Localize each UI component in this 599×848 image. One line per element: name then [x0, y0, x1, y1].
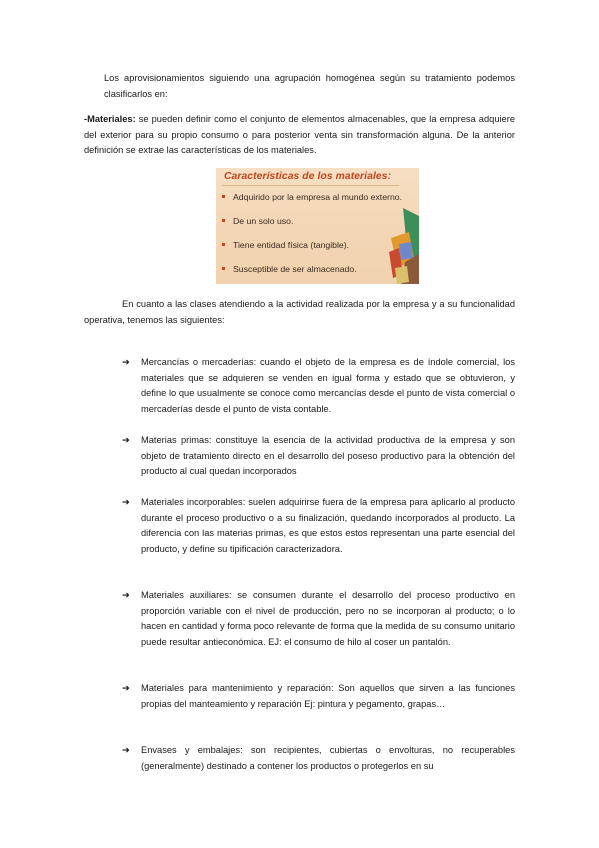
materiales-heading: -Materiales:: [84, 114, 136, 124]
square-bullet-icon: [222, 267, 225, 270]
arrow-right-icon: ➔: [122, 497, 130, 507]
arrow-right-icon: ➔: [122, 357, 130, 367]
figure-divider: [222, 185, 399, 186]
figure-item-text: De un solo uso.: [233, 216, 294, 226]
arrow-right-icon: ➔: [122, 683, 130, 693]
arrow-right-icon: ➔: [122, 435, 130, 445]
square-bullet-icon: [222, 219, 225, 222]
list-item-text: Envases y embalajes: son recipientes, cubiertas o envolturas, no recuperables (generalmente) destinado a contener los productos o protegerlos en su: [141, 745, 515, 771]
figure-item-text: Adquirido por la empresa al mundo externo.: [233, 192, 403, 202]
clases-paragraph: En cuanto a las clases atendiendo a la actividad realizada por la empresa y a su funcionalidad operativa, tenemos las siguientes:: [84, 299, 515, 325]
figure-item-text: Tiene entidad física (tangible).: [233, 240, 350, 250]
arrow-right-icon: ➔: [122, 745, 130, 755]
list-item-text: Materiales incorporables: suelen adquirirse fuera de la empresa para aplicarlo al producto durante el proceso productivo o a su finalización, quedando incorporados al producto. La diferencia con las materias primas, es que estos estos representan una parte esencial del producto, y define su tipificación caracterizadora.: [141, 497, 515, 554]
materiales-text: se pueden definir como el conjunto de elementos almacenables, que la empresa adquiere del exterior para su propio consumo o para posterior venta sin transformación alguna. De la anterior definición se extrae las características de los materiales.: [84, 114, 515, 155]
intro-paragraph: Los aprovisionamientos siguiendo una agrupación homogénea según su tratamiento podemos clasificarlos en:: [104, 73, 515, 99]
square-bullet-icon: [222, 195, 225, 198]
square-bullet-icon: [222, 243, 225, 246]
arrow-right-icon: ➔: [122, 590, 130, 600]
figure-item-text: Susceptible de ser almacenado.: [233, 264, 357, 274]
figure-title: Características de los materiales:: [224, 171, 392, 182]
list-item-text: Materiales auxiliares: se consumen durante el desarrollo del proceso productivo en proporción variable con el nivel de producción, pero no se incorporan al producto; o lo hacen en cantidad y forma poco relevante de forma que la medida de su consumo unitario puede resultar antieconómica. EJ: el consumo de hilo al coser un pantalón.: [141, 590, 515, 647]
materiales-paragraph: [84, 112, 515, 159]
list-item-text: Mercancías o mercaderías: cuando el objeto de la empresa es de índole comercial, los materiales que se adquieren se venden en igual forma y estado que se obtuvieron, y define lo que usualmente se conoce como mercancías desde el punto de vista comercial o mercaderías desde el punto de vista contable.: [141, 357, 515, 414]
characteristics-figure: [216, 168, 419, 284]
decorative-illustration-icon: [385, 208, 419, 284]
list-item-text: Materias primas: constituye la esencia de la actividad productiva de la empresa y son objeto de tratamiento directo en el desarrollo del poseso productivo para la obtención del producto al cual quedan incorporados: [141, 435, 515, 476]
list-item-text: Materiales para mantenimiento y reparación: Son aquellos que sirven a las funciones propias del manteamiento y reparación Ej: pintura y pegamento, grapas…: [141, 683, 515, 709]
